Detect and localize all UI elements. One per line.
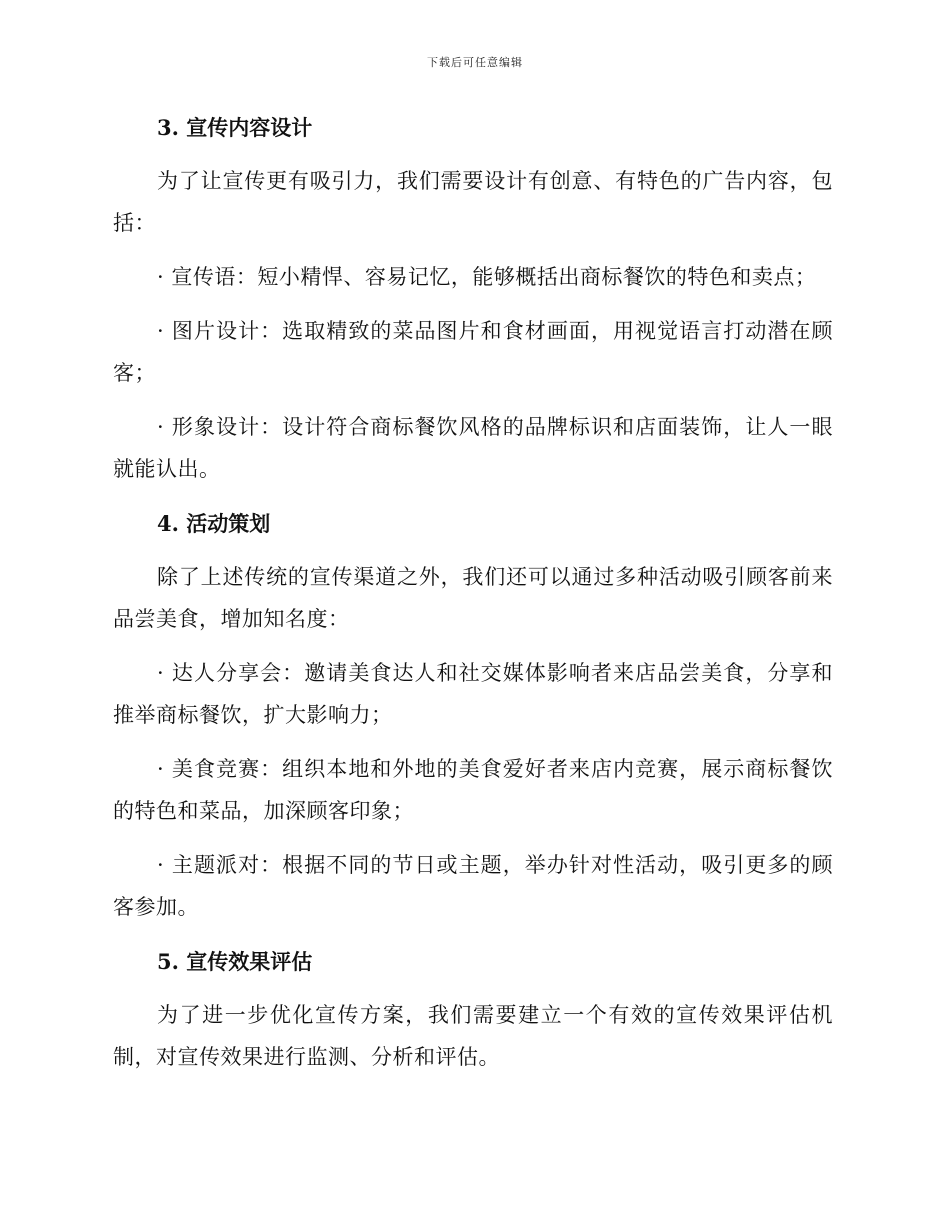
- bullet-item: · 主题派对：根据不同的节日或主题，举办针对性活动，吸引更多的顾客参加。: [113, 853, 833, 919]
- section-heading: 5. 宣传效果评估: [157, 949, 313, 974]
- bullet-item: · 宣传语：短小精悍、容易记忆，能够概括出商标餐饮的特色和卖点；: [157, 265, 817, 289]
- paragraph: 为了进一步优化宣传方案，我们需要建立一个有效的宣传效果评估机制，对宣传效果进行监测、分析和评估。: [113, 1003, 833, 1069]
- bullet-item: · 图片设计：选取精致的菜品图片和食材画面，用视觉语言打动潜在顾客；: [113, 319, 833, 385]
- bullet-item: · 美食竞赛：组织本地和外地的美食爱好者来店内竞赛，展示商标餐饮的特色和菜品，加深顾客印象；: [113, 757, 833, 823]
- section-heading: 4. 活动策划: [157, 511, 271, 536]
- document-body: [113, 106, 833, 1090]
- header-note: 下载后可任意编辑: [427, 56, 523, 69]
- bullet-item: · 达人分享会：邀请美食达人和社交媒体影响者来店品尝美食，分享和推举商标餐饮，扩大影响力；: [113, 661, 833, 727]
- bullet-item: · 形象设计：设计符合商标餐饮风格的品牌标识和店面装饰，让人一眼就能认出。: [113, 415, 833, 481]
- section-heading: 3. 宣传内容设计: [157, 115, 313, 140]
- section-effect-evaluation: [113, 940, 833, 1078]
- section-activity-planning: [113, 502, 833, 928]
- paragraph: 除了上述传统的宣传渠道之外，我们还可以通过多种活动吸引顾客前来品尝美食，增加知名度：: [113, 565, 833, 631]
- section-content-design: [113, 106, 833, 490]
- paragraph: 为了让宣传更有吸引力，我们需要设计有创意、有特色的广告内容，包括：: [113, 169, 833, 235]
